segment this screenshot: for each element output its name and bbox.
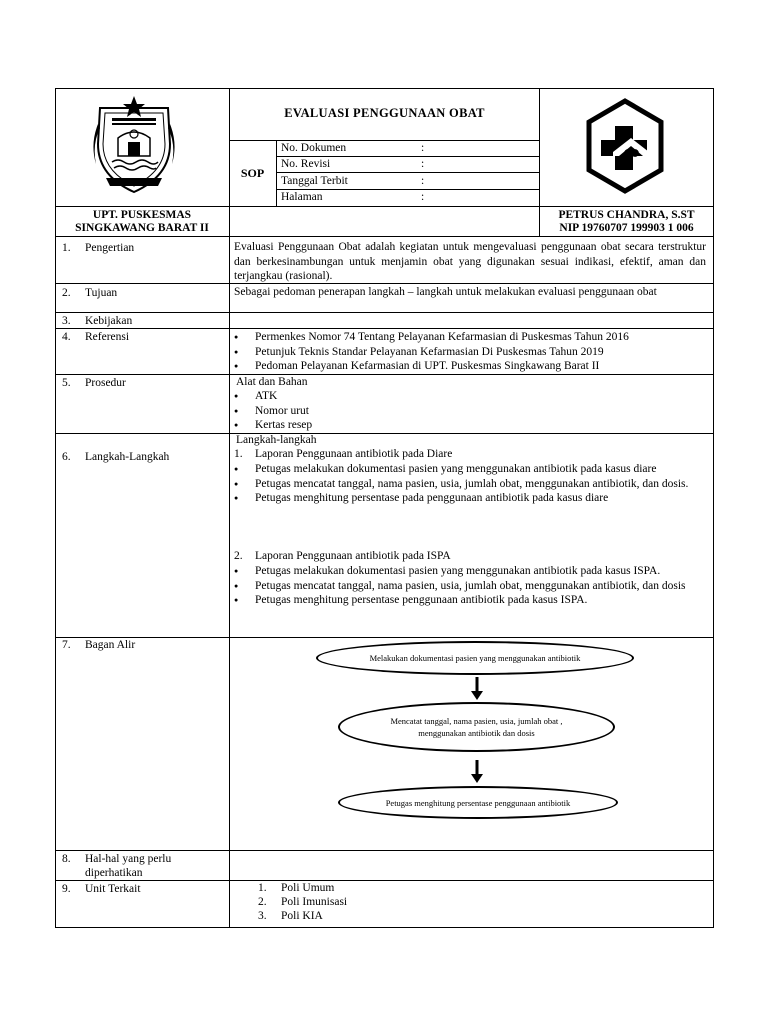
- group-number: 2.: [234, 550, 243, 562]
- org-name-line2: SINGKAWANG BARAT II: [75, 222, 209, 234]
- row-label-tujuan: Tujuan: [85, 287, 118, 299]
- row-number: 5.: [62, 377, 71, 389]
- group-title-diare: Laporan Penggunaan antibiotik pada Diare: [255, 448, 453, 460]
- referensi-list: [231, 330, 709, 374]
- row-label-langkah: Langkah-Langkah: [85, 451, 170, 463]
- puskesmas-logo: [585, 98, 665, 194]
- row-label-kebijakan: Kebijakan: [85, 315, 133, 327]
- list-item-number: 1.: [258, 882, 267, 894]
- row-number: 7.: [62, 639, 71, 651]
- regional-emblem-logo: [88, 94, 180, 198]
- list-item: Poli KIA: [281, 910, 323, 922]
- list-item: ● Pedoman Pelayanan Kefarmasian di UPT. Puskesmas Singkawang Barat II: [231, 359, 709, 374]
- langkah-ispa-list: [231, 564, 706, 608]
- document-title: EVALUASI PENGGUNAAN OBAT: [284, 106, 485, 120]
- list-item: ● Petugas mencatat tanggal, nama pasien, usia, jumlah obat, menggunakan antibiotik, dan dosis.: [231, 477, 706, 492]
- doc-field-sep: :: [421, 191, 425, 203]
- signer-name: PETRUS CHANDRA, S.ST: [558, 209, 695, 221]
- row-number: 4.: [62, 331, 71, 343]
- list-item: Poli Imunisasi: [281, 896, 348, 908]
- row-number: 9.: [62, 883, 71, 895]
- row-number: 1.: [62, 242, 71, 254]
- doc-field-tanggal-terbit: Tanggal Terbit: [281, 175, 348, 187]
- doc-field-sep: :: [421, 158, 425, 170]
- arrow-down-icon: [470, 677, 484, 701]
- prosedur-list: [231, 389, 709, 433]
- list-item: ● Nomor urut: [231, 404, 709, 419]
- list-item: ● Petunjuk Teknis Standar Pelayanan Kefarmasian Di Puskesmas Tahun 2019: [231, 345, 709, 360]
- arrow-down-icon: [470, 760, 484, 784]
- doc-field-no-dokumen: No. Dokumen: [281, 142, 347, 154]
- list-item-number: 2.: [258, 896, 267, 908]
- list-item: ● Permenkes Nomor 74 Tentang Pelayanan Kefarmasian di Puskesmas Tahun 2016: [231, 330, 709, 345]
- row-number: 3.: [62, 315, 71, 327]
- row-number: 6.: [62, 451, 71, 463]
- row-label-prosedur: Prosedur: [85, 377, 126, 389]
- flow-step-1: Melakukan dokumentasi pasien yang menggunakan antibiotik: [316, 641, 634, 675]
- doc-field-no-revisi: No. Revisi: [281, 158, 331, 170]
- row-label-unit: Unit Terkait: [85, 883, 141, 895]
- langkah-diare-list: [231, 462, 706, 506]
- list-item: ● Petugas melakukan dokumentasi pasien yang menggunakan antibiotik pada kasus ISPA.: [231, 564, 706, 579]
- list-item: ● Petugas menghitung persentase pada penggunaan antibiotik pada kasus diare: [231, 491, 706, 506]
- row-number: 8.: [62, 853, 71, 865]
- row-label-referensi: Referensi: [85, 331, 130, 343]
- org-name-line1: UPT. PUSKESMAS: [92, 209, 192, 221]
- list-item: Poli Umum: [281, 882, 335, 894]
- row-label-hal-line1: Hal-hal yang perlu: [85, 853, 172, 865]
- doc-field-halaman: Halaman: [281, 191, 323, 203]
- group-title-ispa: Laporan Penggunaan antibiotik pada ISPA: [255, 550, 451, 562]
- row-label-bagan: Bagan Alir: [85, 639, 136, 651]
- prosedur-heading: Alat dan Bahan: [236, 376, 308, 388]
- tujuan-text: Sebagai pedoman penerapan langkah – langkah untuk melakukan evaluasi penggunaan obat: [234, 286, 657, 298]
- flow-step-2: [338, 702, 615, 752]
- row-label-hal-line2: diperhatikan: [85, 867, 143, 879]
- signer-nip: NIP 19760707 199903 1 006: [559, 222, 694, 234]
- list-item: ● Petugas mencatat tanggal, nama pasien, usia, jumlah obat, menggunakan antibiotik, dan dosis: [231, 579, 706, 594]
- row-number: 2.: [62, 287, 71, 299]
- pengertian-text: Evaluasi Penggunaan Obat adalah kegiatan untuk mengevaluasi penggunaan obat secara terstruktur dan berkesinambungan untuk menjamin obat yang digunakan sesuai indikasi, efektif, aman dan terjangkau (rasional).: [234, 241, 706, 282]
- doc-field-sep: :: [421, 175, 425, 187]
- list-item: ● Petugas melakukan dokumentasi pasien yang menggunakan antibiotik pada kasus diare: [231, 462, 706, 477]
- list-item: ● ATK: [231, 389, 709, 404]
- list-item: ● Kertas resep: [231, 418, 709, 433]
- group-number: 1.: [234, 448, 243, 460]
- row-label-pengertian: Pengertian: [85, 242, 135, 254]
- flow-step-3: Petugas menghitung persentase penggunaan antibiotik: [338, 786, 618, 819]
- list-item-number: 3.: [258, 910, 267, 922]
- doc-field-sep: :: [421, 142, 425, 154]
- list-item: ● Petugas menghitung persentase penggunaan antibiotik pada kasus ISPA.: [231, 593, 706, 608]
- sop-label: SOP: [240, 166, 265, 180]
- flow-step-2-text: Mencatat tanggal, nama pasien, usia, jumlah obat , menggunakan antibiotik dan dosis: [390, 716, 563, 738]
- langkah-heading: Langkah-langkah: [236, 434, 317, 446]
